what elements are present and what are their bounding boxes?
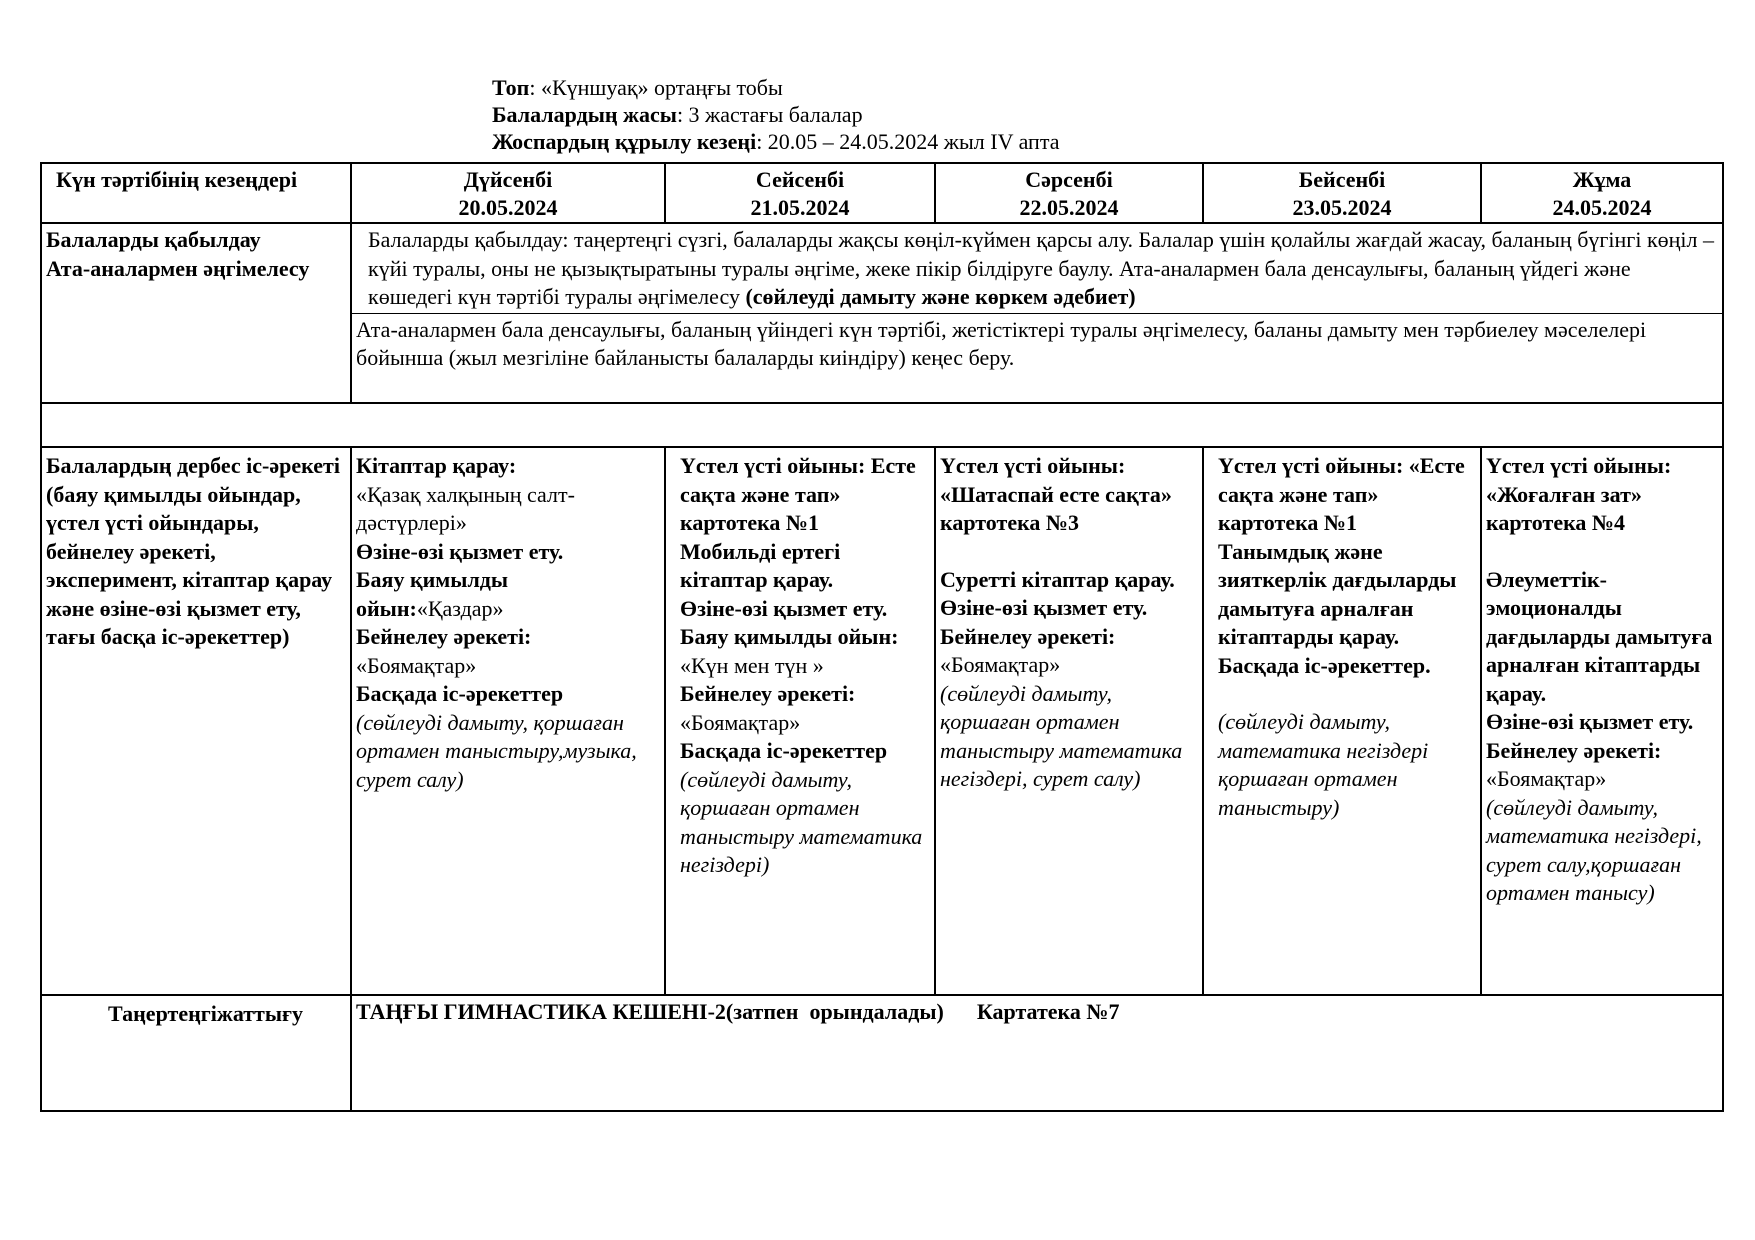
document-header xyxy=(492,74,1059,155)
table-header-row xyxy=(41,163,1723,223)
day-header-thursday: Бейсенбі 23.05.2024 xyxy=(1203,163,1481,223)
day-header-tuesday: Сейсенбі 21.05.2024 xyxy=(665,163,935,223)
schedule-stage-header: Күн тәртібінің кезеңдері xyxy=(41,163,351,223)
morning-exercise-row xyxy=(41,995,1723,1111)
morning-exercise-label: Таңертеңгіжаттығу xyxy=(41,995,351,1111)
parents-consultation-text: Ата-аналармен бала денсаулығы, баланың үйіндегі күн тәртібі, жетістіктері туралы әңгімелесу, баланы дамыту мен тәрбиелеу мәселелері бойынша (жыл мезгіліне байланысты балаларды киіндіру) кеңес беру. xyxy=(351,313,1723,403)
reception-row xyxy=(41,223,1723,313)
day-header-friday: Жұма 24.05.2024 xyxy=(1481,163,1723,223)
activities-tuesday: Үстел үсті ойыны: Есте сақта және тап» картотека №1 Мобильді ертегі кітаптар қарау. Өзіне-өзі қызмет ету. Баяу қимылды ойын: «Күн мен түн » Бейнелеу әрекеті: «Боямақтар» Басқада іс-әрекеттер (сөйлеуді дамыту, қоршаған ортамен таныстыру математика негіздері) xyxy=(665,447,935,995)
empty-cell xyxy=(41,403,1723,447)
activities-monday: Кітаптар қарау: «Қазақ халқының салт-дәстүрлері» Өзіне-өзі қызмет ету. Баяу қимылды ойын:«Қаздар» Бейнелеу әрекеті: «Боямақтар» Басқада іс-әрекеттер (сөйлеуді дамыту, қоршаған ортамен таныстыру,музыка, сурет салу) xyxy=(351,447,665,995)
reception-label: Балаларды қабылдау Ата-аналармен әңгімелесу xyxy=(41,223,351,403)
activities-wednesday: Үстел үсті ойыны: «Шатаспай есте сақта» картотека №3 Суретті кітаптар қарау. Өзіне-өзі қызмет ету. Бейнелеу әрекеті: «Боямақтар» (сөйлеуді дамыту, қоршаған ортамен таныстыру математика негіздері, сурет салу) xyxy=(935,447,1203,995)
day-header-monday: Дүйсенбі 20.05.2024 xyxy=(351,163,665,223)
day-header-wednesday: Сәрсенбі 22.05.2024 xyxy=(935,163,1203,223)
group-line: Топ: «Күншуақ» ортаңғы тобы xyxy=(492,75,783,100)
reception-text: Балаларды қабылдау: таңертеңгі сүзгі, балаларды жақсы көңіл-күймен қарсы алу. Балалар үшін қолайлы жағдай жасау, баланың бүгінгі көңіл – күйі туралы, оны не қызықтыратыны туралы әңгіме, жеке пікір білдіруге баулу. Ата-аналармен бала денсаулығы, баланың үйдегі және көшедегі күн тәртібі туралы әңгімелесу (сөйлеуді дамыту және көркем әдебиет) xyxy=(351,223,1723,313)
activities-label: Балалардың дербес іс-әрекеті (баяу қимылды ойындар, үстел үсті ойындары, бейнелеу әрекеті, эксперимент, кітаптар қарау және өзіне-өзі қызмет ету, тағы басқа іс-әрекеттер) xyxy=(41,447,351,995)
morning-exercise-text: ТАҢҒЫ ГИМНАСТИКА КЕШЕНІ-2(затпен орындалады) Картатека №7 xyxy=(351,995,1723,1111)
age-line: Балалардың жасы: 3 жастағы балалар xyxy=(492,102,863,127)
empty-row xyxy=(41,403,1723,447)
period-line: Жоспардың құрылу кезеңі: 20.05 – 24.05.2024 жыл IV апта xyxy=(492,129,1060,154)
weekly-plan-table xyxy=(40,162,1724,1112)
activities-row xyxy=(41,447,1723,995)
activities-thursday: Үстел үсті ойыны: «Есте сақта және тап» картотека №1 Танымдық және зияткерлік дағдыларды дамытуға арналған кітаптарды қарау. Басқада іс-әрекеттер. (сөйлеуді дамыту, математика негіздері қоршаған ортамен таныстыру) xyxy=(1203,447,1481,995)
activities-friday: Үстел үсті ойыны: «Жоғалған зат» картотека №4 Әлеуметтік-эмоционалды дағдыларды дамытуға арналған кітаптарды қарау. Өзіне-өзі қызмет ету. Бейнелеу әрекеті: «Боямақтар» (сөйлеуді дамыту, математика негіздері, сурет салу,қоршаған ортамен танысу) xyxy=(1481,447,1723,995)
